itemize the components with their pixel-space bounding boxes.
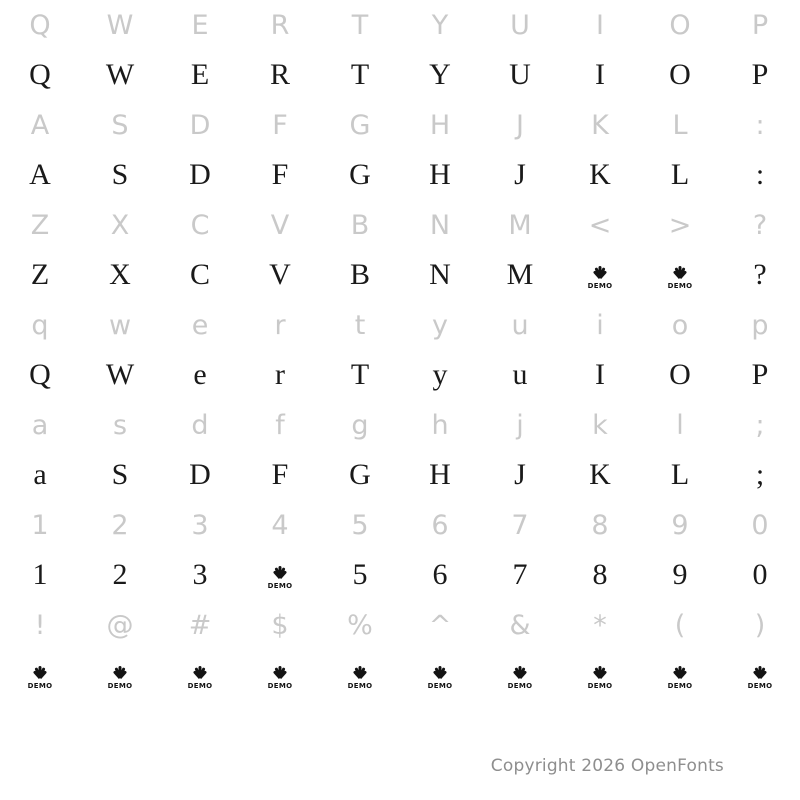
demo-watermark-icon	[187, 664, 213, 690]
glyph-cell	[667, 260, 693, 290]
key-label-cell: @	[106, 609, 134, 641]
key-label-cell: W	[106, 9, 134, 41]
key-label-cell: C	[190, 209, 210, 241]
key-label-cell: E	[191, 9, 209, 41]
key-label-cell: 5	[351, 509, 369, 541]
key-label-cell: f	[275, 409, 285, 441]
demo-watermark-icon	[347, 664, 373, 690]
key-label-cell: A	[30, 109, 50, 141]
demo-watermark-label: DEMO	[267, 682, 293, 691]
key-label-cell: K	[591, 109, 609, 141]
demo-watermark-label: DEMO	[347, 682, 373, 691]
copyright-notice: Copyright 2026 OpenFonts	[490, 756, 724, 776]
glyph-cell: C	[189, 258, 210, 291]
glyph-cell	[187, 660, 213, 690]
glyph-cell: B	[349, 258, 370, 291]
glyph-cell: P	[751, 358, 769, 391]
demo-watermark-label: DEMO	[587, 282, 613, 291]
glyph-cell	[267, 660, 293, 690]
glyph-cell: Y	[429, 58, 451, 91]
glyph-cell: 5	[352, 558, 368, 591]
glyph-cell: 9	[672, 558, 688, 591]
key-label-cell: *	[593, 609, 607, 641]
glyph-cell: P	[751, 58, 769, 91]
demo-watermark-label: DEMO	[667, 682, 693, 691]
key-label-cell: >	[668, 209, 692, 241]
key-label-cell: 6	[431, 509, 449, 541]
glyph-cell: E	[190, 58, 210, 91]
demo-watermark-label: DEMO	[667, 282, 693, 291]
key-label-cell: M	[508, 209, 532, 241]
glyph-cell: L	[670, 458, 690, 491]
glyph-cell: O	[669, 358, 691, 391]
glyph-cell: :	[755, 158, 765, 191]
glyph-cell: Q	[29, 358, 51, 391]
demo-watermark-icon	[267, 564, 293, 590]
glyph-cell: S	[111, 458, 129, 491]
glyph-cell	[427, 660, 453, 690]
key-label-cell: q	[31, 309, 49, 341]
glyph-cell: O	[669, 58, 691, 91]
key-label-cell: a	[31, 409, 49, 441]
glyph-cell: H	[429, 458, 451, 491]
key-label-cell: &	[509, 609, 531, 641]
demo-watermark-icon	[747, 664, 773, 690]
glyph-cell	[667, 660, 693, 690]
key-label-cell: J	[516, 109, 524, 141]
demo-watermark-icon	[587, 664, 613, 690]
glyph-cell: e	[193, 358, 207, 391]
key-label-cell: U	[510, 9, 530, 41]
glyph-cell: D	[189, 158, 211, 191]
demo-watermark-icon	[667, 664, 693, 690]
key-label-cell: 2	[111, 509, 129, 541]
glyph-cell: 3	[192, 558, 208, 591]
glyph-cell	[507, 660, 533, 690]
demo-watermark-label: DEMO	[507, 682, 533, 691]
demo-watermark-icon	[27, 664, 53, 690]
glyph-cell: T	[350, 58, 370, 91]
key-label-cell: j	[516, 409, 524, 441]
glyph-cell	[107, 660, 133, 690]
demo-watermark-icon	[267, 664, 293, 690]
glyph-cell: N	[429, 258, 451, 291]
glyph-cell: G	[349, 158, 371, 191]
glyph-cell: V	[269, 258, 291, 291]
key-label-cell: T	[351, 9, 369, 41]
key-label-cell: i	[596, 309, 604, 341]
key-label-cell: 9	[671, 509, 689, 541]
key-label-cell: 3	[191, 509, 209, 541]
key-label-cell: R	[270, 9, 290, 41]
key-label-cell: N	[429, 209, 451, 241]
key-label-cell: #	[188, 609, 212, 641]
glyph-cell: ?	[753, 258, 767, 291]
glyph-cell: F	[271, 458, 289, 491]
glyph-cell: 6	[432, 558, 448, 591]
key-label-cell: H	[429, 109, 451, 141]
key-label-cell: l	[676, 409, 684, 441]
demo-watermark-icon	[107, 664, 133, 690]
demo-watermark-label: DEMO	[187, 682, 213, 691]
key-label-cell: L	[672, 109, 688, 141]
glyph-cell: M	[506, 258, 534, 291]
key-label-cell: B	[350, 209, 370, 241]
glyph-cell: K	[589, 158, 611, 191]
key-label-cell: )	[754, 609, 766, 641]
key-label-cell: G	[349, 109, 371, 141]
key-label-cell: ;	[755, 409, 765, 441]
key-label-cell: 8	[591, 509, 609, 541]
key-label-cell: $	[271, 609, 289, 641]
glyph-cell: X	[109, 258, 131, 291]
glyph-cell	[27, 660, 53, 690]
key-label-cell: O	[669, 9, 691, 41]
demo-watermark-label: DEMO	[587, 682, 613, 691]
glyph-cell	[347, 660, 373, 690]
glyph-cell	[267, 560, 293, 590]
key-label-cell: <	[588, 209, 612, 241]
key-label-cell: F	[272, 109, 288, 141]
glyph-cell: I	[595, 358, 605, 391]
key-label-cell: p	[751, 309, 769, 341]
key-label-cell: t	[354, 309, 366, 341]
key-label-cell: 7	[511, 509, 529, 541]
key-label-cell: s	[112, 409, 128, 441]
key-label-cell: D	[189, 109, 211, 141]
key-label-cell: Q	[29, 9, 51, 41]
glyph-cell: J	[514, 158, 526, 191]
glyph-cell: U	[509, 58, 531, 91]
demo-watermark-label: DEMO	[267, 582, 293, 591]
key-label-cell: h	[431, 409, 449, 441]
key-label-cell: Y	[431, 9, 449, 41]
glyph-cell: a	[33, 458, 47, 491]
glyph-cell: W	[105, 58, 135, 91]
key-label-cell: (	[674, 609, 686, 641]
glyph-cell: Z	[30, 258, 50, 291]
glyph-cell	[587, 660, 613, 690]
key-label-cell: 1	[31, 509, 49, 541]
glyph-cell: T	[350, 358, 370, 391]
glyph-cell: S	[111, 158, 129, 191]
key-label-cell: 0	[751, 509, 769, 541]
glyph-cell: W	[105, 358, 135, 391]
key-label-cell: X	[110, 209, 130, 241]
glyph-cell: L	[670, 158, 690, 191]
key-label-cell: 4	[271, 509, 289, 541]
key-label-cell: V	[270, 209, 290, 241]
demo-watermark-icon	[587, 264, 613, 290]
key-label-cell: :	[755, 109, 765, 141]
glyph-cell: D	[189, 458, 211, 491]
key-label-cell: k	[592, 409, 608, 441]
demo-watermark-label: DEMO	[427, 682, 453, 691]
key-label-cell: %	[347, 609, 373, 641]
glyph-cell	[587, 260, 613, 290]
glyph-cell: u	[512, 358, 528, 391]
glyph-cell: ;	[755, 458, 765, 491]
glyph-cell: 2	[112, 558, 128, 591]
demo-watermark-icon	[507, 664, 533, 690]
key-label-cell: ^	[428, 609, 452, 641]
glyph-cell: 1	[32, 558, 48, 591]
key-label-cell: e	[191, 309, 209, 341]
glyph-cell: G	[349, 458, 371, 491]
key-label-cell: w	[108, 309, 132, 341]
key-label-cell: P	[751, 9, 769, 41]
key-label-cell: d	[191, 409, 209, 441]
key-label-cell: o	[671, 309, 689, 341]
glyph-cell: R	[269, 58, 290, 91]
glyph-cell: A	[29, 158, 51, 191]
demo-watermark-label: DEMO	[27, 682, 53, 691]
key-label-cell: r	[274, 309, 286, 341]
demo-watermark-icon	[667, 264, 693, 290]
glyph-cell: H	[429, 158, 451, 191]
key-label-cell: ?	[752, 209, 768, 241]
key-label-cell: Z	[30, 209, 50, 241]
demo-watermark-icon	[427, 664, 453, 690]
key-label-cell: I	[596, 9, 604, 41]
glyph-cell: Q	[29, 58, 51, 91]
glyph-cell: J	[514, 458, 526, 491]
glyph-cell	[747, 660, 773, 690]
glyph-cell: 7	[512, 558, 528, 591]
glyph-cell: F	[271, 158, 289, 191]
demo-watermark-label: DEMO	[107, 682, 133, 691]
glyph-cell: K	[589, 458, 611, 491]
glyph-cell: I	[595, 58, 605, 91]
key-label-cell: S	[111, 109, 129, 141]
glyph-cell: 8	[592, 558, 608, 591]
key-label-cell: !	[34, 609, 46, 641]
key-label-cell: u	[511, 309, 529, 341]
key-label-cell: g	[351, 409, 369, 441]
glyph-cell: 0	[752, 558, 768, 591]
glyph-cell: y	[432, 358, 448, 391]
glyph-cell: r	[275, 358, 285, 391]
key-label-cell: y	[432, 309, 448, 341]
demo-watermark-label: DEMO	[747, 682, 773, 691]
